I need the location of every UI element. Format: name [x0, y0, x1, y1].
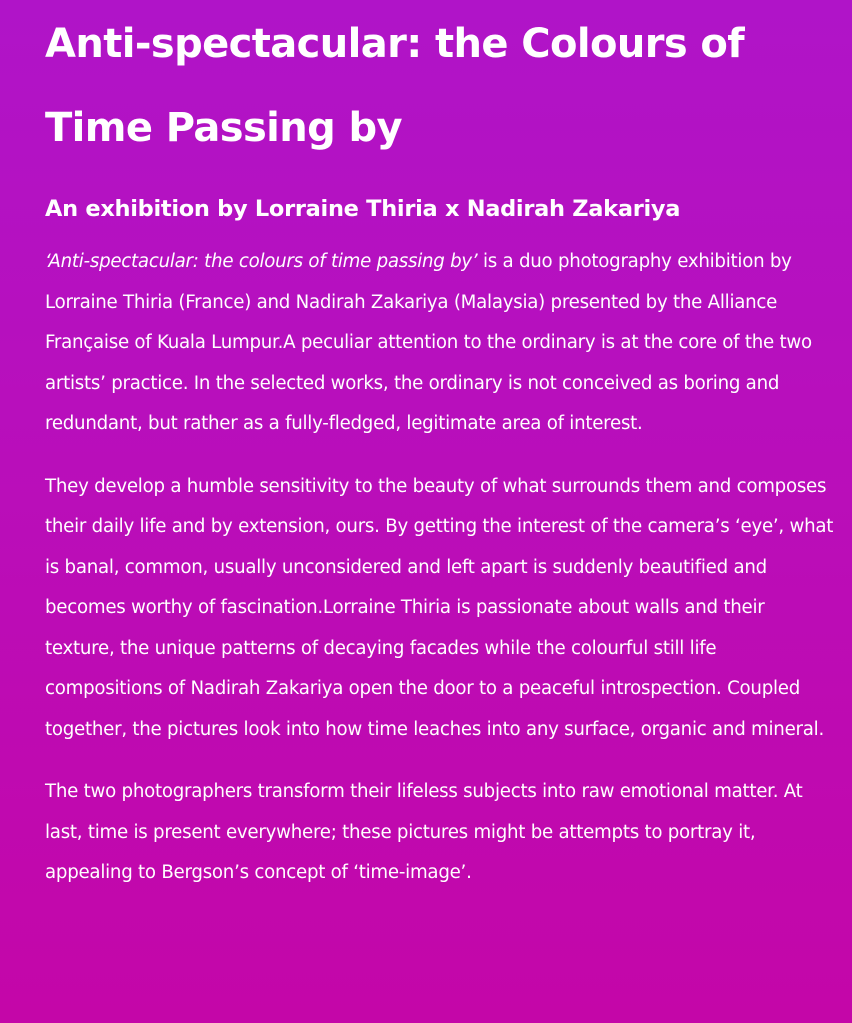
- paragraph-intro: [45, 242, 835, 445]
- paragraph-conclusion: The two photographers transform their lifeless subjects into raw emotional matter. At last, time is present everywhere; these pictures might be attempts to portray it, appealing to Bergson’s concept of ‘time-image’.: [45, 781, 803, 883]
- exhibition-subtitle: An exhibition by Lorraine Thiria x Nadirah Zakariya: [45, 196, 681, 222]
- paragraph-sensitivity: They develop a humble sensitivity to the beauty of what surrounds them and composes their daily life and by extension, ours. By getting the interest of the camera’s ‘eye’, what is banal, common, usually unconsidered and left apart is suddenly beautified and becomes worthy of fascination.Lorraine Thiria is passionate about walls and their texture, the unique patterns of decaying facades while the colourful still life compositions of Nadirah Zakariya open the door to a peaceful introspection. Coupled together, the pictures look into how time leaches into any surface, organic and mineral.: [45, 475, 834, 740]
- paragraph-intro-text: is a duo photography exhibition by Lorraine Thiria (France) and Nadirah Zakariya (Malaysia) presented by the Alliance Française of Kuala Lumpur.A peculiar attention to the ordinary is at the core of the two artists’ practice. In the selected works, the ordinary is not conceived as boring and redundant, but rather as a fully-fledged, legitimate area of interest.: [45, 251, 812, 434]
- page-title: Anti-spectacular: the Colours of Time Passing by: [45, 21, 745, 151]
- exhibition-name-italic: ‘Anti-spectacular: the colours of time passing by’: [45, 251, 478, 272]
